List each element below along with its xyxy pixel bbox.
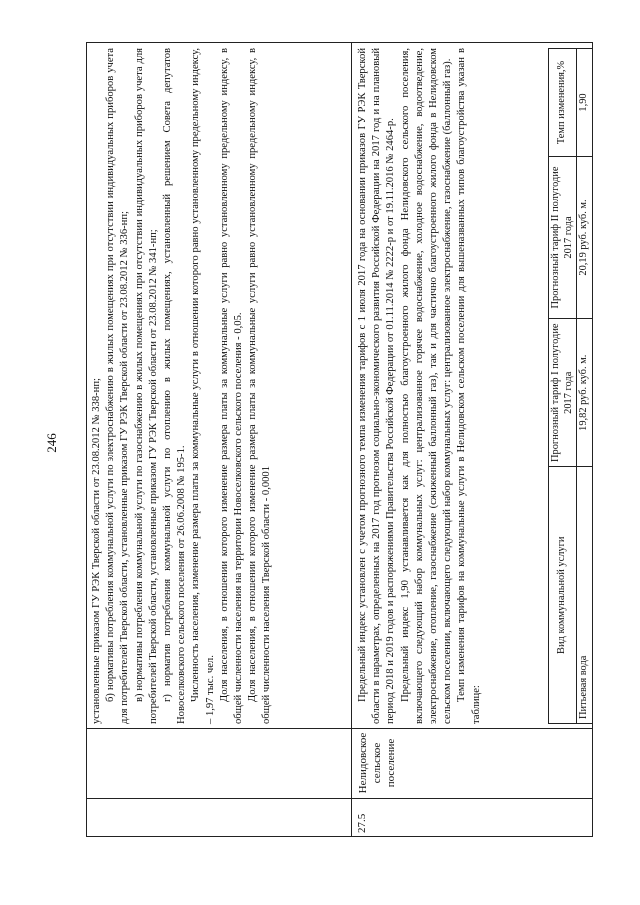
row-divider <box>351 42 352 837</box>
table-header-cell: Прогнозный тариф II полугодие 2017 года <box>549 157 577 319</box>
paragraph: Темп изменения тарифов на коммунальные услуги в Нелидовском сельском поселении для вышеназванных типов благоустройства указан в таблице: <box>456 48 482 724</box>
row-text-block <box>356 48 484 724</box>
table-header-cell: Темп изменения,% <box>549 49 577 157</box>
table-header-cell: Прогнозный тариф I полугодие 2017 года <box>549 319 577 468</box>
paragraph: Доля населения, в отношении которого изменение размера платы за коммунальные услуги равно установленному предельному индексу, в общей численности населения на территории Новоселковского сельского поселения - 0,05. <box>218 48 245 724</box>
paragraph: установленные приказом ГУ РЭК Тверской области от 23.08.2012 № 338-нп; <box>91 378 102 724</box>
paragraph: в) нормативы потребления коммунальной услуги по газоснабжению в жилых помещениях при отсутствии индивидуальных приборов учета для потребителей Тверской области, установленные приказом ГУ РЭК Тверской области от 23.08.2012 № 341-нп; <box>133 48 159 724</box>
document-table <box>86 42 593 837</box>
tariff-table <box>548 48 593 724</box>
table-cell: Питьевая вода <box>577 467 593 724</box>
municipality-name <box>356 729 398 797</box>
table-cell: 1,90 <box>577 49 593 157</box>
paragraph: Предельный индекс 1,90 устанавливается как для полностью благоустроенного жилого фонда Нелидовского сельского поселения, включающего следующий набор коммунальных услуг: централизованное горячее водоснабжение, холодное водоснабжение, водоотведение, электроснабжение, отопление, газоснабжение (сжиженный баллонный газ), так и для частично благоустроенного жилого фонда в Нелидовском сельском поселении, включающего следующий набор коммунальных услуг: централизованное электроснабжение, газоснабжение (баллонный газ). <box>399 48 454 724</box>
paragraph: Предельный индекс установлен с учетом прогнозного темпа изменения тарифов с 1 июля 2017 года на основании приказов ГУ РЭК Тверской области в параметрах, определенных на 2017 год прогнозом социально-экономического развития Российской Федерации на 2017 год и на плановый период 2018 и 2019 годов и распоряжениями Правительства Российской Федерации от 01.11.2014 № 2222-р и от 19.11.2016 № 2464-р. <box>357 48 397 724</box>
municipality-name-line: сельское <box>371 742 383 784</box>
table-header-row <box>549 49 577 724</box>
tariff-table-wrapper <box>548 48 593 724</box>
table-row <box>577 49 593 724</box>
upper-text-block <box>90 48 275 724</box>
row-number: 27.5 <box>356 813 368 833</box>
paragraph: г) норматив потребления коммунальной услуги по отоплению в жилых помещениях, установленный решением Совета депутатов Новоселковского сельского поселения от 26.06.2008 № 195-1. <box>162 48 188 724</box>
paragraph: Доля населения, в отношении которого изменение размера платы за коммунальные услуги равно установленному предельному индексу, в общей численности населения Тверской области - 0,0001 <box>247 48 273 724</box>
municipality-name-line: Нелидовское <box>357 732 369 794</box>
page-number: 246 <box>43 433 59 453</box>
municipality-name-line: поселение <box>385 738 397 788</box>
paragraph: Численность населения, изменение размера платы за коммунальные услуги в отношении которого равно установленному предельному индексу, – 1,97 тыс. чел. <box>190 48 216 724</box>
column-divider <box>86 798 593 799</box>
table-header-cell: Вид коммунальной услуги <box>549 467 577 724</box>
table-cell: 19,82 руб. куб. м. <box>577 319 593 468</box>
column-divider <box>86 728 593 729</box>
table-cell: 20,19 руб. куб. м. <box>577 157 593 319</box>
paragraph: б) нормативы потребления коммунальной услуги по электроснабжению в жилых помещениях при отсутствии индивидуальных приборов учета для потребителей Тверской области, установленные приказом ГУ РЭК Тверской области от 23.08.2012 № 336-нп; <box>105 48 131 724</box>
